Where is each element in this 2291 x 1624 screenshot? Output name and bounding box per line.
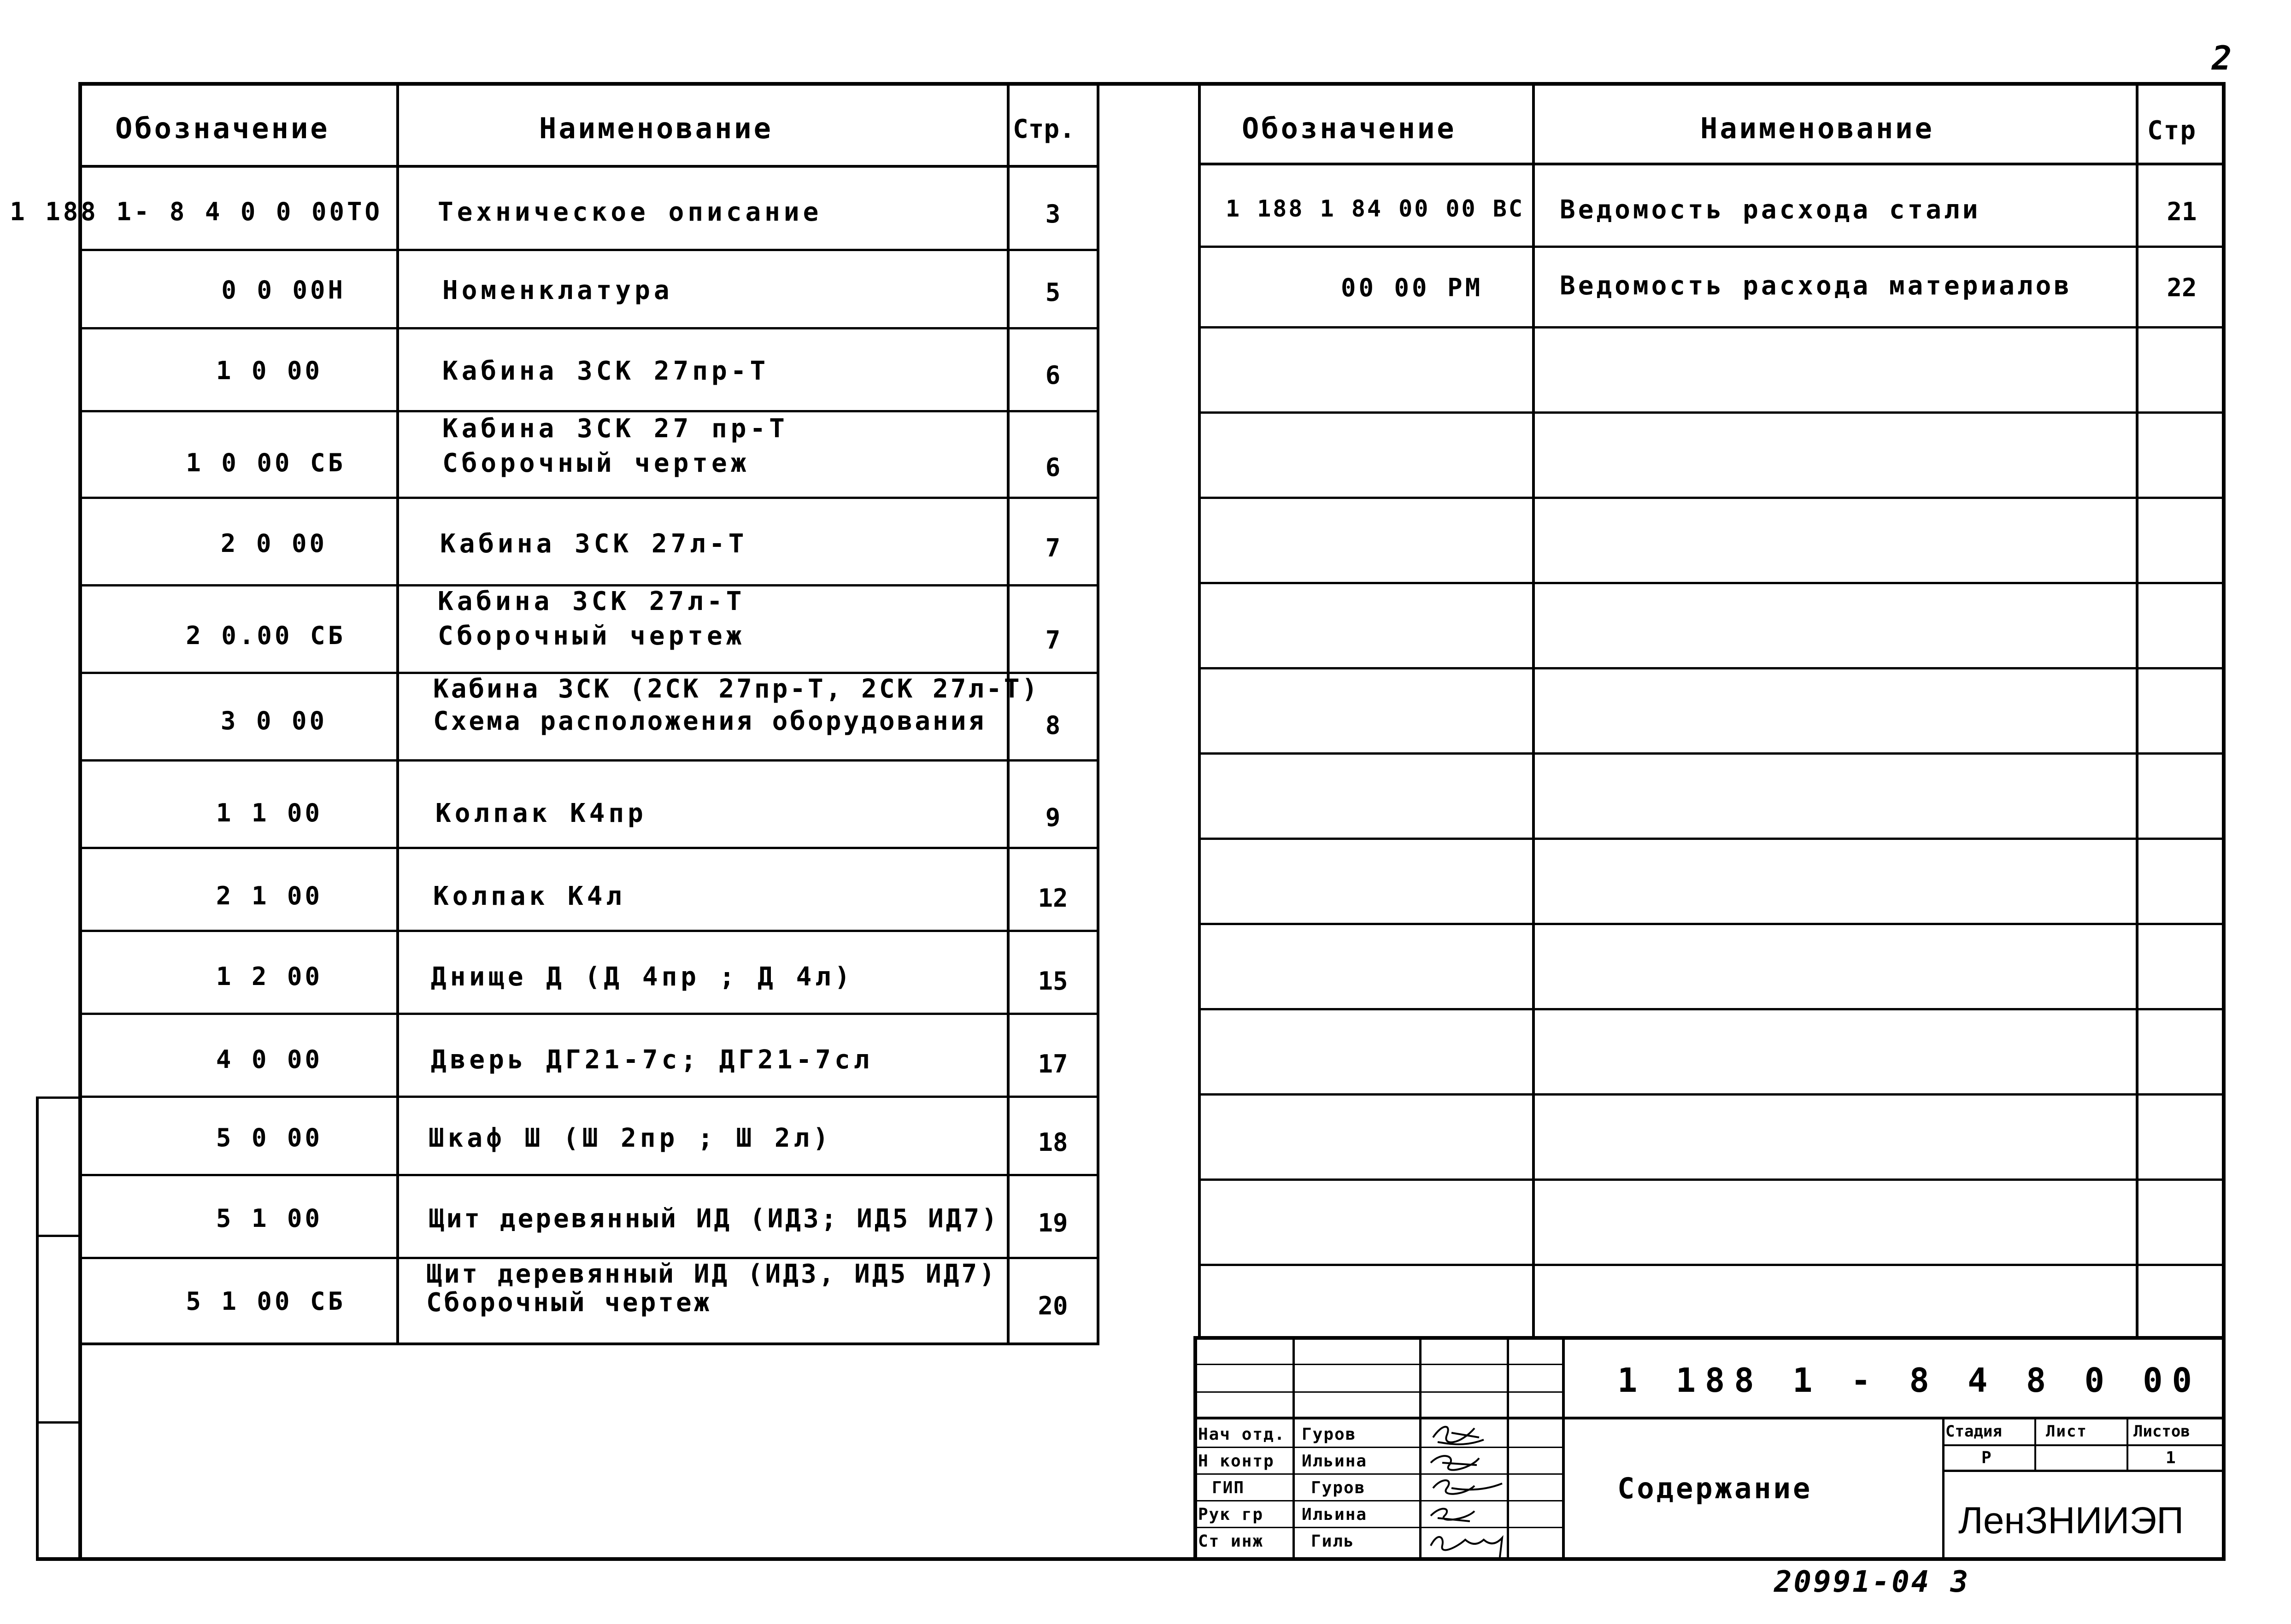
table-row-name: Номенклатура [442, 276, 673, 305]
table-row-name: Техническое описание [438, 197, 822, 227]
table-row-name: Колпак К4пр [435, 798, 647, 828]
table-row-name: Щит деревянный ИД (ИД3; ИД5 ИД7) [429, 1204, 999, 1234]
table-row-name: Кабина 3СК 27л-Т [440, 529, 748, 559]
table-row-code: 0 0 00Н [221, 276, 346, 305]
table-row-code: 1 0 00 СБ [186, 448, 346, 477]
sheet-number: 2 [2212, 39, 2232, 77]
table-row-page: 6 [1045, 361, 1061, 390]
table-row-code: 1 188 1- 8 4 0 0 00ТО [10, 197, 382, 226]
table-row-code: 1 1 00 [216, 798, 323, 827]
signature-name: Ильина [1302, 1505, 1368, 1524]
signature-role: ГИП [1212, 1478, 1245, 1497]
signature-name: Гиль [1311, 1532, 1355, 1551]
sheets-value: 1 [2166, 1448, 2177, 1467]
right-header-designation: Обозначение [1242, 111, 1457, 145]
table-row-code: 5 0 00 [216, 1123, 323, 1152]
left-table [10, 82, 1101, 1349]
table-row-name: Щит деревянный ИД (ИД3, ИД5 ИД7) [426, 1259, 997, 1289]
sheets-label: Листов [2133, 1422, 2190, 1441]
margin-strip-line [36, 1235, 81, 1237]
margin-strip-left [36, 1096, 39, 1557]
signature-name: Гуров [1311, 1478, 1366, 1497]
left-header-name: Наименование [539, 111, 773, 145]
table-row-page: 21 [2167, 197, 2197, 226]
signature-name: Гуров [1302, 1425, 1357, 1444]
table-row-page: 7 [1045, 626, 1061, 655]
stage-value: Р [1981, 1448, 1992, 1467]
table-row-code: 00 00 РМ [1341, 273, 1483, 302]
table-row-name: Кабина 3СК 27пр-Т [442, 356, 770, 386]
sheet-label: Лист [2046, 1422, 2087, 1441]
document-title: Содержание [1617, 1472, 1813, 1505]
table-row-code: 1 0 00 [216, 356, 323, 385]
table-row-page: 8 [1045, 711, 1061, 740]
table-row-page: 3 [1045, 199, 1061, 229]
signature-role: Нач отд. [1198, 1425, 1286, 1444]
table-row-name: Колпак К4л [433, 881, 626, 911]
signature-role: Рук гр [1198, 1505, 1264, 1524]
organization-name: ЛенЗНИИЭП [1958, 1500, 2184, 1542]
table-row-code: 3 0 00 [220, 706, 327, 735]
table-row-name: Кабина 3СК 27л-Т [438, 586, 746, 616]
signature-role: Н контр [1198, 1452, 1275, 1471]
table-row-page: 12 [1038, 884, 1068, 913]
table-row-page: 9 [1045, 803, 1061, 832]
footer-number: 20991-04 3 [1774, 1565, 1970, 1599]
stage-label: Стадия [1945, 1422, 2002, 1441]
table-row-page: 5 [1045, 278, 1061, 307]
table-row-page: 22 [2167, 273, 2197, 302]
right-header-page: Стр [2147, 116, 2197, 146]
table-row-name: Ведомость расхода материалов [1560, 271, 2073, 301]
table-row-code: 5 1 00 [216, 1204, 323, 1233]
table-row-code: 5 1 00 СБ [186, 1287, 346, 1316]
table-row-page: 20 [1038, 1291, 1068, 1320]
table-row-name: Сборочный чертеж [438, 621, 746, 651]
left-header-designation: Обозначение [115, 111, 330, 145]
table-row-code: 2 1 00 [216, 881, 323, 910]
table-row-name: Ведомость расхода стали [1560, 195, 1981, 225]
right-header-name: Наименование [1700, 111, 1934, 145]
signature-role: Ст инж [1198, 1532, 1264, 1551]
table-row-name: Кабина 3СК 27 пр-Т [442, 414, 788, 444]
title-block [1193, 1336, 2226, 1562]
table-row-page: 6 [1045, 453, 1061, 482]
signature-name: Ильина [1302, 1452, 1368, 1471]
table-row-name: Кабина 3СК (2СК 27пр-Т, 2СК 27л-Т) [433, 674, 1040, 704]
table-row-page: 18 [1038, 1128, 1068, 1157]
table-row-name: Шкаф Ш (Ш 2пр ; Ш 2л) [429, 1123, 833, 1153]
left-header-page: Стр. [1013, 114, 1075, 144]
table-row-name: Днище Д (Д 4пр ; Д 4л) [431, 962, 854, 992]
margin-strip-line [36, 1096, 81, 1099]
table-row-name: Сборочный чертеж [426, 1288, 712, 1318]
table-row-name: Дверь ДГ21-7с; ДГ21-7сл [431, 1045, 873, 1075]
table-row-code: 4 0 00 [216, 1045, 323, 1074]
right-table [1198, 82, 2226, 1344]
document-code: 1 188 1 - 8 4 8 0 00 [1617, 1361, 2201, 1400]
table-row-name: Сборочный чертеж [442, 448, 750, 478]
table-row-code: 2 0.00 СБ [186, 621, 346, 650]
table-row-page: 17 [1038, 1049, 1068, 1079]
table-row-page: 7 [1045, 534, 1061, 563]
table-row-code: 2 0 00 [220, 529, 327, 558]
table-row-name: Схема расположения оборудования [433, 706, 987, 736]
margin-strip-line [36, 1421, 81, 1424]
table-row-code: 1 2 00 [216, 962, 323, 991]
table-row-page: 15 [1038, 967, 1068, 996]
table-row-code: 1 188 1 84 00 00 ВС [1226, 195, 1524, 222]
signature-scribbles [1424, 1419, 1562, 1557]
table-row-page: 19 [1038, 1208, 1068, 1237]
